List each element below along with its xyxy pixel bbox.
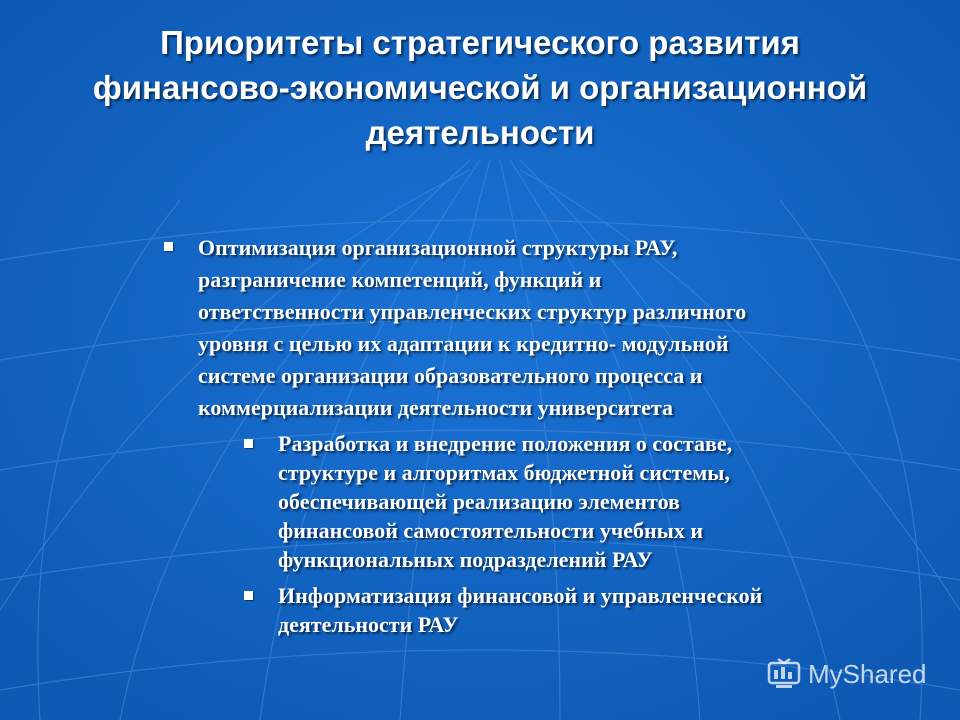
bullet-line: разграничение компетенций, функций и — [198, 267, 602, 292]
watermark — [766, 654, 927, 694]
sub-bullet — [244, 429, 860, 574]
bullet-line: коммерциализации деятельности университета — [198, 395, 673, 420]
sub-bullet-list — [160, 429, 860, 639]
bullet-line: системе организации образовательного процесса и — [198, 363, 703, 388]
bullet-line: ответственности управленческих структур различного — [198, 299, 747, 324]
slide-content — [160, 232, 860, 646]
myshared-logo-icon — [766, 657, 802, 691]
sub-bullet-line: Информатизация финансовой и управленческой — [278, 583, 763, 608]
slide-title — [20, 20, 940, 155]
main-bullet — [160, 232, 860, 424]
square-bullet-icon — [244, 439, 253, 448]
title-line-2: финансово-экономической и организационной — [92, 69, 868, 106]
sub-bullet-line: финансовой самостоятельности учебных и — [278, 518, 704, 543]
square-bullet-icon — [244, 591, 253, 600]
sub-bullet-line: функциональных подразделений РАУ — [278, 547, 653, 572]
sub-bullet-line: деятельности РАУ — [278, 612, 459, 637]
square-bullet-icon — [164, 242, 173, 251]
watermark-text: MyShared — [808, 658, 927, 689]
bullet-line: Оптимизация организационной структуры РАУ, — [198, 235, 678, 260]
sub-bullet-line: обеспечивающей реализацию элементов — [278, 489, 680, 514]
title-line-3: деятельности — [365, 114, 595, 151]
sub-bullet-line: структуре и алгоритмах бюджетной системы, — [278, 460, 730, 485]
bullet-line: уровня с целью их адаптации к кредитно- модульной — [198, 331, 729, 356]
title-line-1: Приоритеты стратегического развития — [160, 24, 800, 61]
sub-bullet — [244, 581, 860, 639]
sub-bullet-line: Разработка и внедрение положения о составе, — [278, 431, 733, 456]
